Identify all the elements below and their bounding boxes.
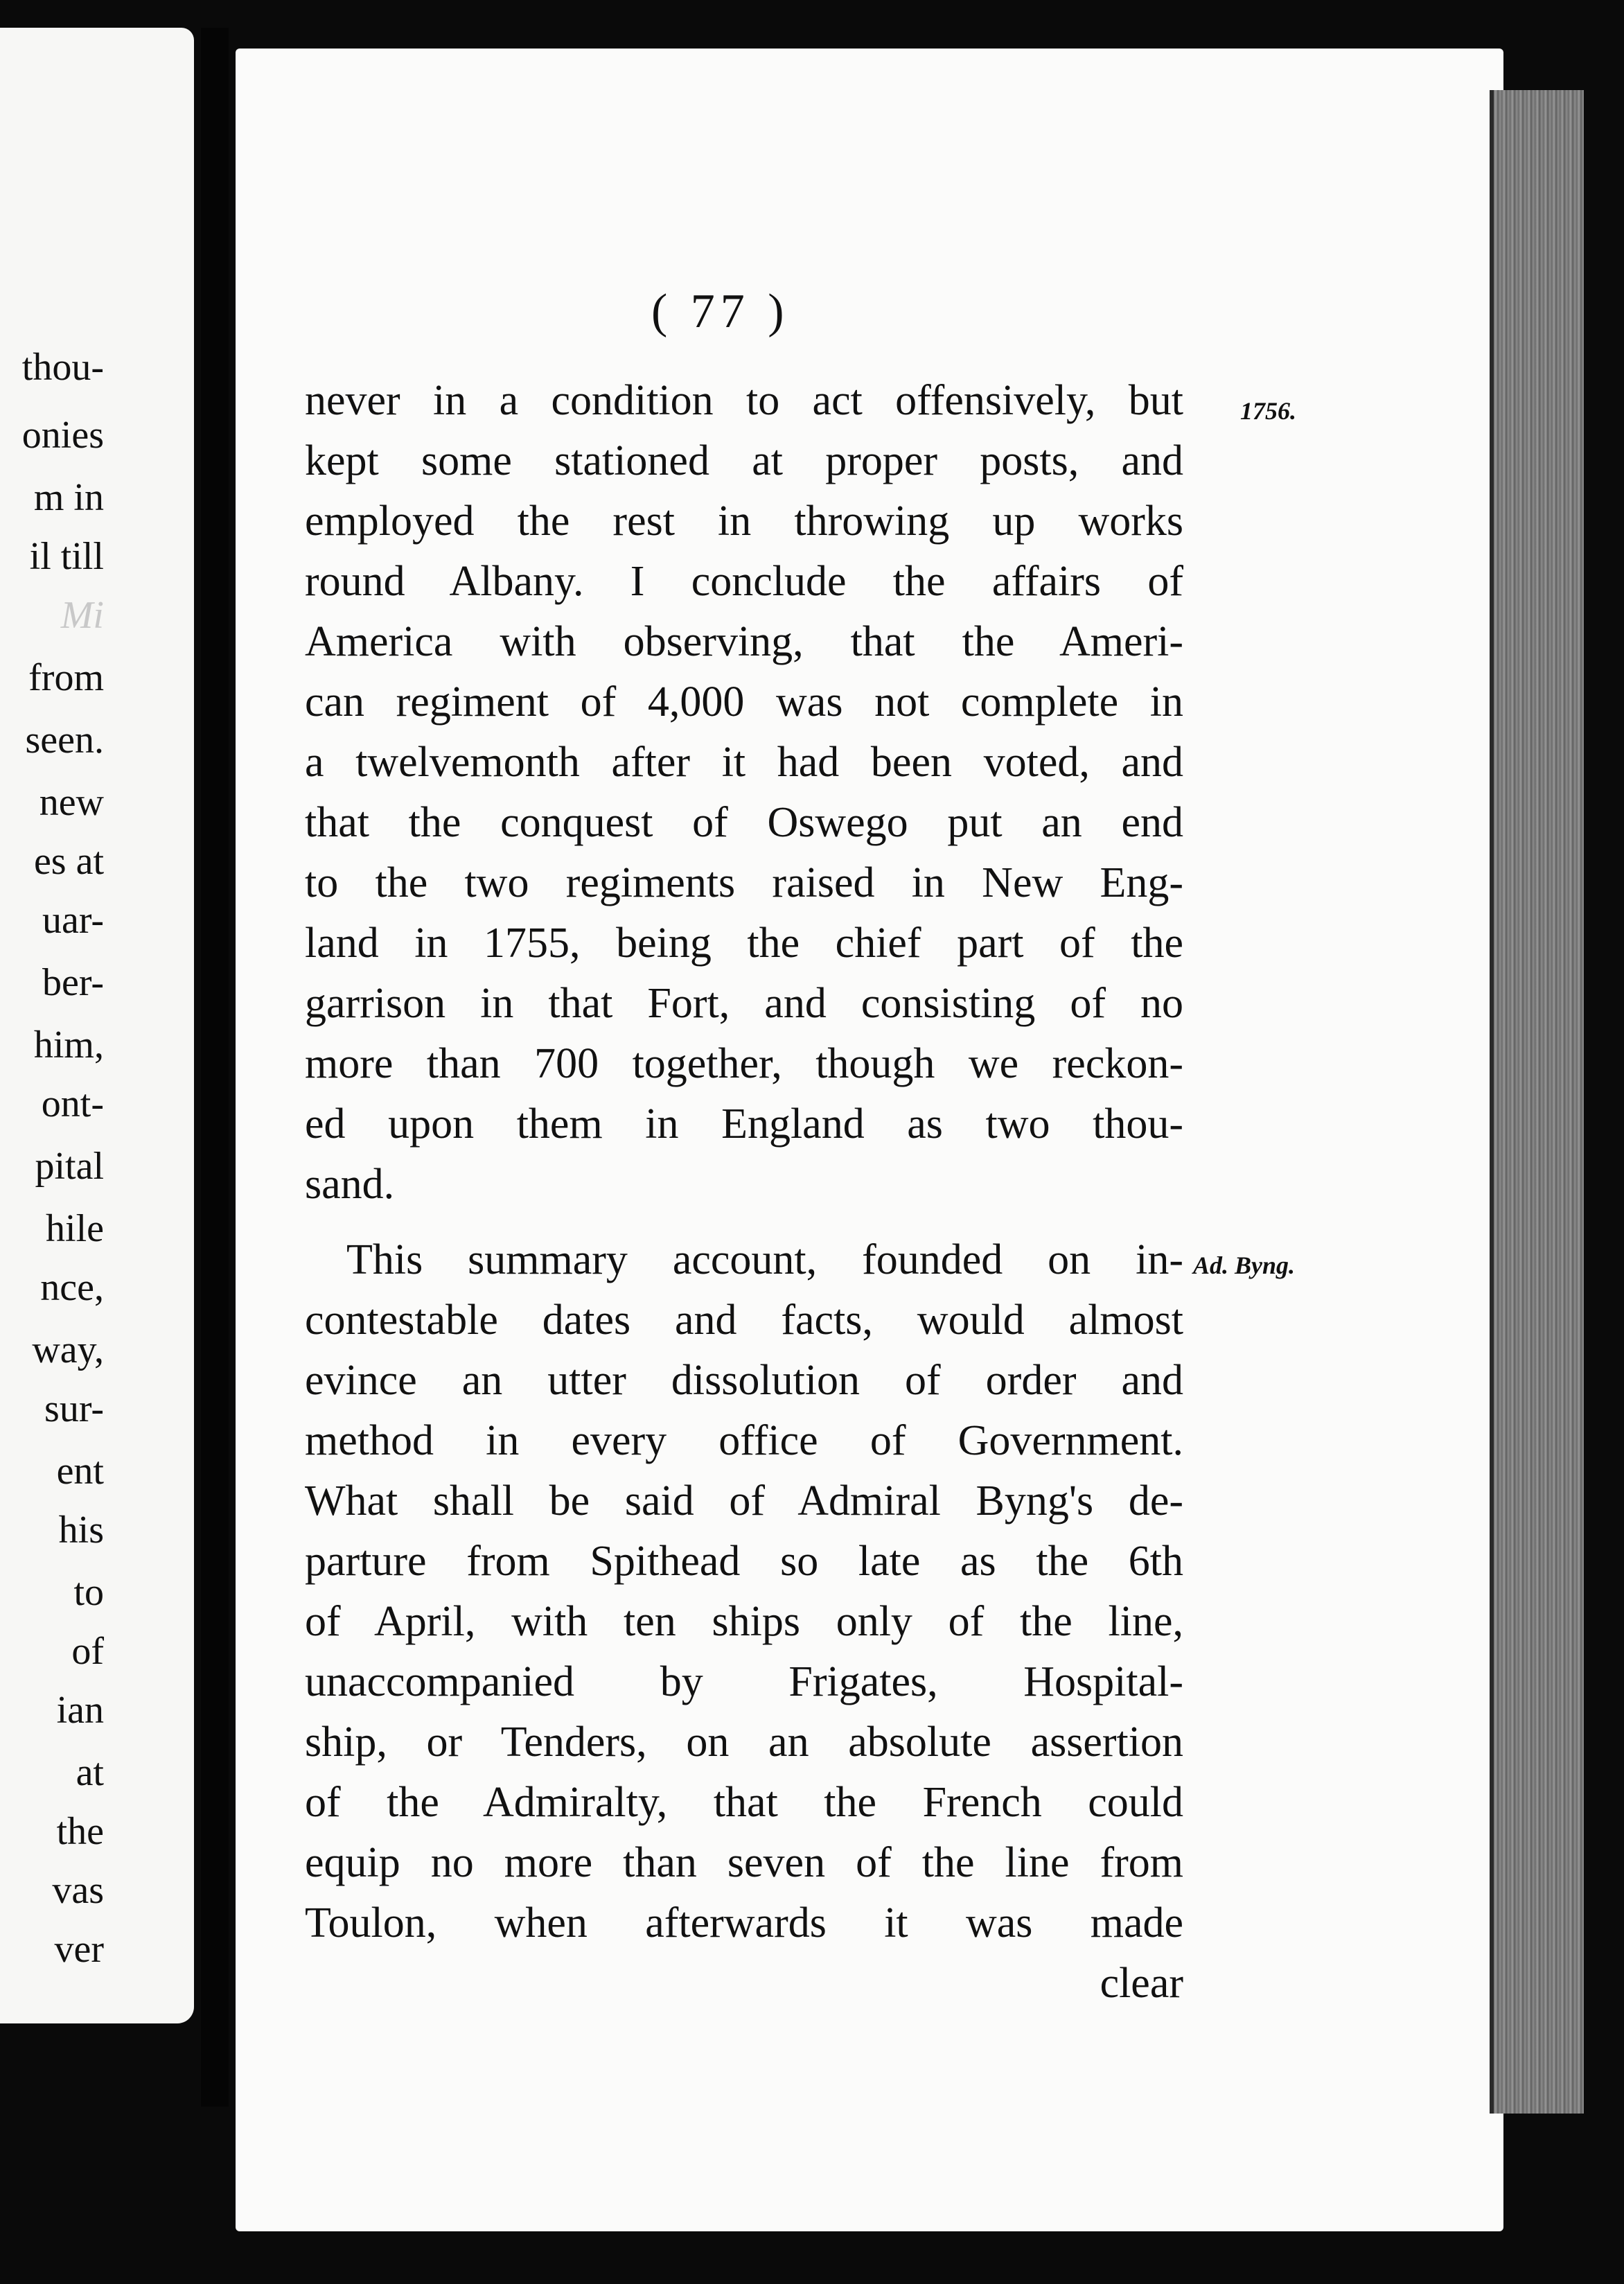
- text-line: more than 700 together, though we reckon-: [305, 1040, 1183, 1087]
- left-page-line: hile: [46, 1207, 104, 1250]
- left-page-line: es at: [33, 840, 104, 883]
- left-page-line: thou-: [21, 346, 104, 389]
- text-line: unaccompanied by Frigates, Hospital-: [305, 1658, 1183, 1705]
- left-page-line: of: [71, 1630, 104, 1673]
- left-page-line: to: [73, 1571, 104, 1614]
- left-page-line: il till: [29, 535, 104, 578]
- catchword: clear: [1100, 1960, 1183, 2007]
- margin-note-year: 1756.: [1240, 397, 1296, 425]
- text-line: a twelvemonth after it had been voted, and: [305, 739, 1183, 786]
- margin-note-subject: Ad. Byng.: [1193, 1251, 1296, 1279]
- text-line: kept some stationed at proper posts, and: [305, 437, 1183, 484]
- text-line: employed the rest in throwing up works: [305, 498, 1183, 545]
- left-page-line: way,: [32, 1328, 104, 1371]
- page-edge: [1490, 90, 1584, 2114]
- left-page-line: ver: [54, 1928, 104, 1971]
- text-line: never in a condition to act offensively, but: [305, 377, 1183, 424]
- text-line: round Albany. I conclude the affairs of: [305, 558, 1183, 605]
- left-page-line: Mi: [60, 594, 104, 637]
- left-page-line: him,: [33, 1024, 104, 1066]
- left-page-line: the: [56, 1810, 104, 1853]
- text-line: land in 1755, being the chief part of the: [305, 920, 1183, 967]
- left-page-line: new: [39, 781, 104, 824]
- left-page-line: uar-: [42, 899, 104, 942]
- text-line: Toulon, when afterwards it was made: [305, 1899, 1183, 1947]
- text-line: of the Admiralty, that the French could: [305, 1779, 1183, 1826]
- text-line: equip no more than seven of the line from: [305, 1839, 1183, 1886]
- left-page-line: ent: [56, 1450, 104, 1493]
- left-page-line: pital: [35, 1145, 104, 1188]
- text-line: What shall be said of Admiral Byng's de-: [305, 1477, 1183, 1525]
- text-line: can regiment of 4,000 was not complete in: [305, 678, 1183, 726]
- left-page: [0, 28, 194, 2023]
- text-line: parture from Spithead so late as the 6th: [305, 1538, 1183, 1585]
- body-text: [305, 371, 1183, 2014]
- text-line: evince an utter dissolution of order and: [305, 1357, 1183, 1404]
- left-page-line: onies: [21, 414, 104, 457]
- text-line: contestable dates and facts, would almost: [305, 1297, 1183, 1344]
- text-line: that the conquest of Oswego put an end: [305, 799, 1183, 846]
- text-line: ed upon them in England as two thou-: [305, 1100, 1183, 1148]
- text-line: This summary account, founded on in-: [346, 1236, 1183, 1283]
- left-page-line: nce,: [40, 1266, 104, 1309]
- book-gutter: [201, 28, 229, 2107]
- left-page-line: seen.: [25, 719, 104, 762]
- left-page-line: vas: [52, 1869, 104, 1912]
- text-line: to the two regiments raised in New Eng-: [305, 859, 1183, 906]
- text-line: of April, with ten ships only of the line,: [305, 1598, 1183, 1645]
- left-page-line: at: [76, 1751, 104, 1794]
- text-line: method in every office of Government.: [305, 1417, 1183, 1464]
- left-page-line: from: [28, 656, 104, 699]
- text-line: garrison in that Fort, and consisting of no: [305, 980, 1183, 1027]
- text-line: sand.: [305, 1161, 395, 1208]
- left-page-line: his: [58, 1509, 104, 1552]
- page-number: ( 77 ): [651, 285, 790, 338]
- left-page-line: m in: [33, 476, 104, 519]
- text-line: America with observing, that the Ameri-: [305, 618, 1183, 665]
- left-page-line: sur-: [44, 1387, 104, 1430]
- left-page-line: ont-: [41, 1082, 104, 1125]
- text-line: ship, or Tenders, on an absolute assertion: [305, 1719, 1183, 1766]
- left-page-line: ber-: [42, 961, 104, 1004]
- left-page-line: ian: [56, 1689, 104, 1732]
